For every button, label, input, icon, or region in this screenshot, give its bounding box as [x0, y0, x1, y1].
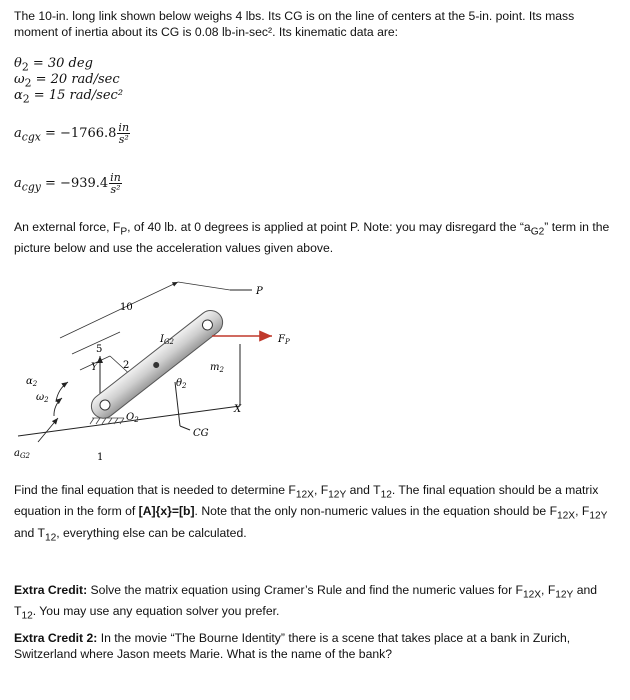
- alpha2-label: $\alpha_2$: [26, 376, 38, 388]
- m2-label: $m_2$: [210, 362, 224, 374]
- omega-equation: $\omega_2 = 20$ rad/sec: [14, 72, 120, 90]
- extra-credit-paragraph: Extra Credit: Solve the matrix equation using Cramer’s Rule and find the numeric values for $F_{12X}$, $F_{12Y}$ and $T_{12}$. You may use any equation solver you prefer.: [14, 583, 598, 622]
- link-diagram: [0, 270, 630, 480]
- ag2-label: $a_{G2}$: [14, 448, 31, 460]
- extra-credit-2-paragraph: Extra Credit 2: In the movie “The Bourne Identity” there is a scene that takes place at a bank in Zurich, Switzerland where Jason meets Marie. What is the name of the bank?: [14, 631, 571, 661]
- intro-paragraph: The 10-in. long link shown below weighs 4 lbs. Its CG is on the line of centers at the 5-in. point. Its mass moment of inertia about its CG is 0.08 lb-in-sec². Its kinematic data are:: [14, 9, 575, 39]
- dim-10: 10: [120, 302, 133, 313]
- cg-label: CG: [193, 428, 209, 439]
- link-body: [87, 306, 228, 423]
- dim-2: 2: [123, 360, 130, 371]
- final-equation-paragraph: Find the final equation that is needed to determine $F_{12X}$, $F_{12Y}$ and $T_{12}$. The final equation should be a matrix equation in the form of [A]{x}=[b]. Note that the only non-numeric values in the equation should be $F_{12X}$, $F_{12Y}$ and $T_{12}$, everything else can be calculated.: [14, 483, 608, 544]
- theta2-label: $\theta_2$: [176, 378, 187, 390]
- force-paragraph: An external force, $F_P$, of 40 lb. at 0 degrees is applied at point P. Note: you may disregard the “$a_{G2}$” term in the picture below and use the acceleration values given above.: [14, 220, 610, 256]
- acgx-equation: $a_{cgx} = -1766.8$ $\frac{in}{\text{s²}}$: [14, 121, 130, 146]
- dim-1: 1: [97, 452, 104, 463]
- y-axis-label: Y: [91, 362, 98, 373]
- x-axis-label: X: [234, 404, 242, 415]
- o2-label: $O_2$: [126, 412, 139, 424]
- theta-equation: $\theta_2 = 30$ deg: [14, 56, 93, 74]
- ig2-label: $I_{G2}$: [160, 334, 174, 346]
- ground-support: [90, 418, 124, 424]
- alpha-equation: $\alpha_2 = 15$ rad/sec²: [14, 88, 124, 106]
- fp-label: $F_P$: [278, 334, 290, 346]
- point-p-label: P: [256, 286, 263, 297]
- acgy-equation: $a_{cgy} = -939.4$ $\frac{in}{\text{s²}}$: [14, 171, 121, 196]
- omega2-label: $\omega_2$: [36, 392, 49, 404]
- dim-5: 5: [96, 344, 103, 355]
